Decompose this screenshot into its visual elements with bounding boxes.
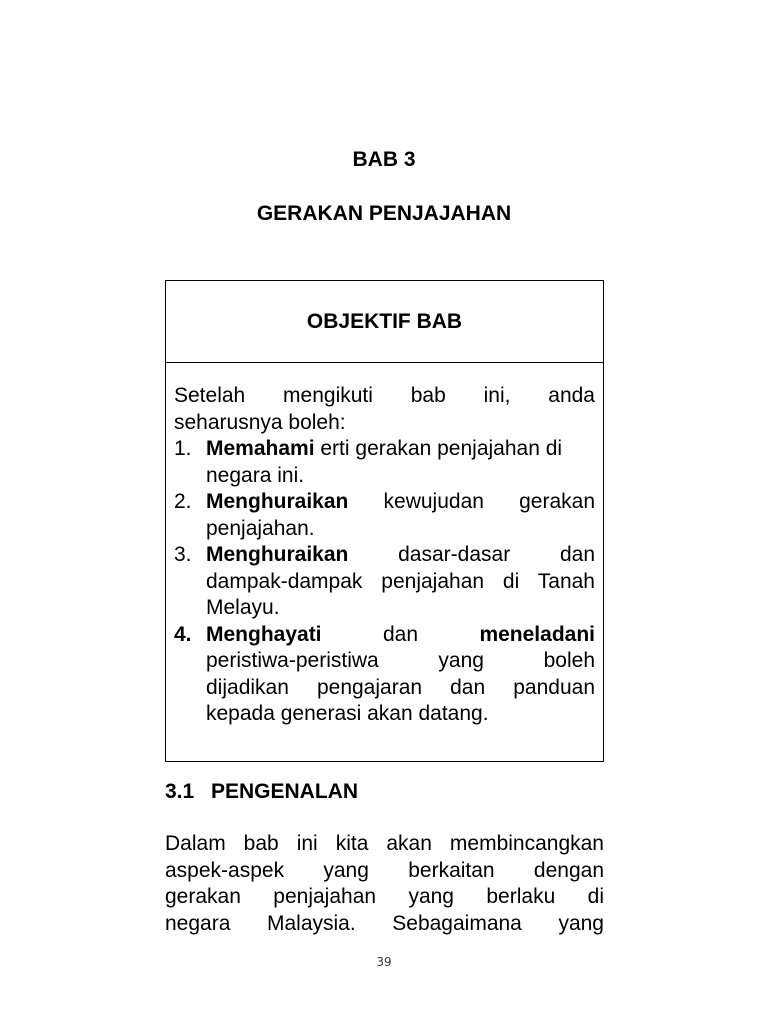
section-number: 3.1 [165, 780, 195, 803]
objective-text-connector: dan [321, 622, 480, 646]
chapter-number: BAB 3 [352, 148, 416, 171]
objective-text-line-2: negara ini. [206, 463, 305, 487]
objectives-list [174, 436, 595, 728]
paragraph-line-4: negara Malaysia. Sebagaimana yang [165, 911, 604, 935]
objective-keyword: Menghuraikan [206, 543, 349, 566]
objectives-box [165, 280, 604, 762]
objective-number: 1. [174, 437, 192, 460]
objective-keyword: Menghuraikan [206, 490, 349, 513]
objective-number: 3. [174, 543, 192, 566]
objective-text-line-4: kepada generasi akan datang. [206, 702, 489, 725]
chapter-title: GERAKAN PENJAJAHAN [256, 202, 512, 225]
objective-text-line-1: kewujudan gerakan [348, 490, 595, 513]
page-number: 39 [376, 955, 392, 969]
section-heading [165, 779, 358, 805]
objectives-intro-line-2: seharusnya boleh: [174, 410, 346, 434]
objective-keyword: Menghayati [206, 622, 322, 646]
objectives-heading: OBJEKTIF BAB [166, 281, 603, 363]
objective-keyword: Memahami [206, 437, 315, 460]
objective-number: 4. [174, 622, 192, 646]
objective-text-line-2: dampak-dampak penjajahan di Tanah [206, 569, 595, 593]
objective-item-3 [174, 542, 595, 622]
objective-text-line-3: dijadikan pengajaran dan panduan [206, 675, 595, 699]
objective-text-line-1: dasar-dasar dan [348, 543, 595, 566]
objective-text [206, 542, 595, 622]
objective-text-line-3: Melayu. [206, 596, 280, 619]
intro-paragraph [165, 831, 604, 937]
objective-text [206, 622, 595, 728]
objective-text [206, 436, 595, 489]
objective-item-4 [174, 622, 595, 728]
section-title: PENGENALAN [211, 780, 359, 803]
objective-item-1 [174, 436, 595, 489]
objective-text-line-2: peristiwa-peristiwa yang boleh [206, 649, 595, 672]
objective-text-line-1: erti gerakan penjajahan di [314, 437, 563, 460]
paragraph-line-3: gerakan penjajahan yang berlaku di [165, 885, 604, 908]
objective-item-2 [174, 489, 595, 542]
paragraph-line-2: aspek-aspek yang berkaitan dengan [165, 858, 604, 882]
objective-keyword-2: meneladani [479, 622, 595, 646]
objective-text-line-2: penjajahan. [206, 516, 315, 540]
objective-text [206, 489, 595, 542]
paragraph-line-1: Dalam bab ini kita akan membincangkan [165, 832, 604, 855]
objectives-body [166, 363, 603, 728]
objectives-intro-line-1: Setelah mengikuti bab ini, anda [174, 384, 595, 407]
objective-number: 2. [174, 490, 192, 513]
